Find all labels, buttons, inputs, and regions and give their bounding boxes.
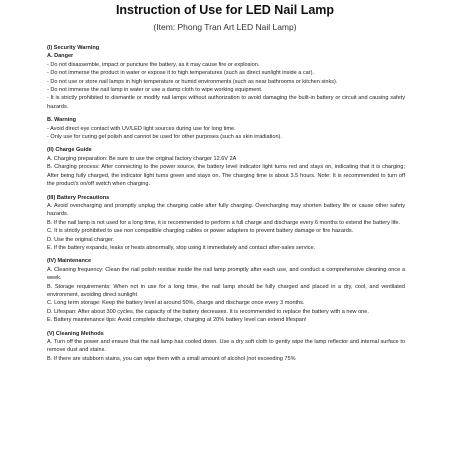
danger-item: - Do not immerse the nail lamp in water or use a damp cloth to wipe working equipment. (47, 87, 263, 94)
section-title-maintenance: (IV) Maintenance (47, 258, 92, 265)
document-body (47, 44, 405, 363)
document-subtitle: (Item: Phong Tran Art LED Nail Lamp) (153, 22, 297, 32)
maintenance-item: B. Storage requirements: When not in use for a long time, the nail lamp should be fully charged and placed in a dry, cool, and ventilated environment, avoiding direct sunlight (47, 283, 405, 298)
maintenance-item: D. Lifespan: After about 300 cycles, the capacity of the battery decreases. It is recommended to replace the battery with a new one. (47, 308, 369, 315)
section-title-security-warning: (I) Security Warning (47, 45, 100, 51)
warning-item: - Avoid direct eye contact with UV/LED light sources during use for long time. (47, 125, 236, 132)
maintenance-item: C. Long term storage: Keep the battery level at around 50%, charge and discharge once every 3 months. (47, 300, 305, 307)
charge-item: A. Charging preparation: Be sure to use the original factory charger 12.6V 2A (47, 155, 237, 162)
subheading-warning: B. Warning (47, 117, 77, 124)
charge-item: B. Charging process: After connecting to the power source, the battery level indicator light turns red and stays on, indicating that it is charging; After being fully charged, the indicator light turns green and stays on. The charging time is about 3.5 hours. Note: It is recommended to turn off the product's on/off switch when charging. (47, 164, 405, 188)
danger-item: - Do not immerse the product in water or expose it to high temperatures (such as direct sunlight inside a car). (47, 70, 314, 77)
danger-item: - It is strictly prohibited to dismantle or modify nail lamps without authorization to avoid damaging the built-in battery or circuit and causing safety hazards. (47, 95, 405, 110)
battery-item: D. Use the original charger. (47, 236, 115, 243)
document-title: Instruction of Use for LED Nail Lamp (115, 3, 335, 17)
section-title-charge-guide: (II) Charge Guide (47, 147, 92, 154)
battery-item: A. Avoid overcharging and promptly unplug the charging cable after fully charging. Overcharging may shorten battery life or cause other safety hazards. (47, 202, 405, 218)
battery-item: E. If the battery expands, leaks or heats abnormally, stop using it immediately and contact after-sales service. (47, 244, 316, 251)
battery-item: B. If the nail lamp is not used for a long time, it is recommended to perform a full charge and discharge every 6 months to extend the battery life. (47, 219, 401, 226)
danger-item: - Do not disassemble, impact or puncture the battery, as it may cause fire or explosion. (47, 61, 260, 68)
warning-item: - Only use for curing gel polish and cannot be used for other purposes (such as skin irradiation). (47, 134, 282, 141)
section-title-battery-precautions: (III) Battery Precautions (47, 194, 110, 201)
subheading-danger: A. Danger (47, 53, 74, 60)
danger-item: - Do not use or store nail lamps in high temperature or humid environments (such as near bathrooms or kitchen sinks). (47, 78, 338, 85)
battery-item: C. It is strictly prohibited to use non compatible charging cables or power adapters to prevent battery damage or fire hazards. (47, 228, 354, 235)
maintenance-item: E. Battery maintenance tips: Avoid complete discharge, charging at 20% battery level can extend lifespan! (47, 317, 307, 324)
cleaning-item: B. If there are stubborn stains, you can wipe them with a small amount of alcohol (not exceeding 75% (47, 355, 296, 362)
section-title-cleaning-methods: (V) Cleaning Methods (47, 330, 104, 337)
maintenance-item: A. Cleaning frequency: Clean the nail polish residue inside the nail lamp promptly after each use, and conduct a comprehensive cleaning once a week. (47, 266, 405, 282)
cleaning-item: A. Turn off the power and ensure that the nail lamp has cooled down. Use a dry soft cloth to gently wipe the lamp reflector and internal surface to remove dust and stains. (47, 339, 405, 354)
